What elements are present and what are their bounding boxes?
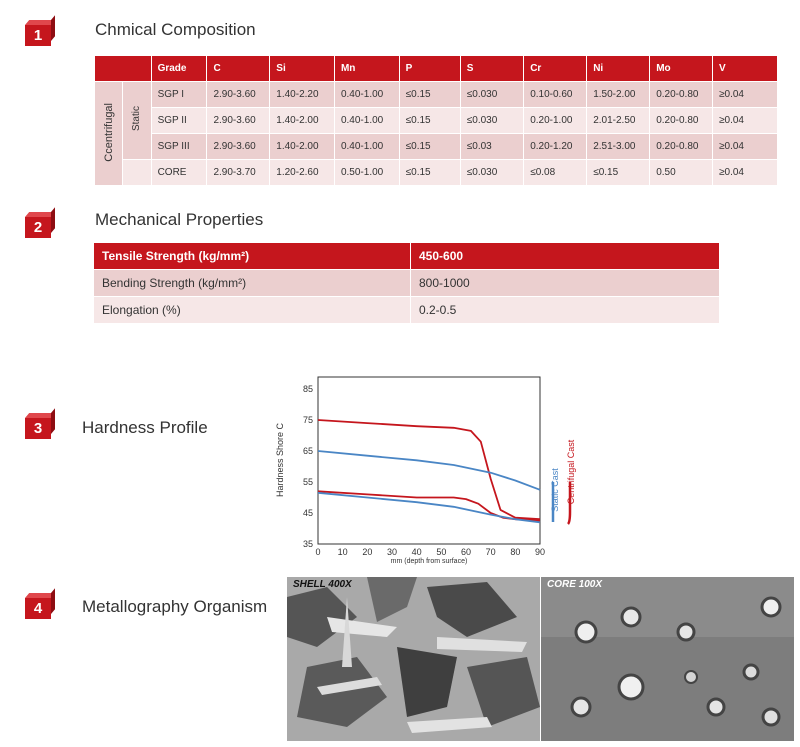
table-cell: 2.90-3.60 [207,108,270,134]
table-cell: ≤0.030 [460,160,523,186]
y-tick-label: 65 [302,446,313,456]
table-cell: SGP II [151,108,207,134]
x-tick-label: 60 [460,547,472,557]
table-cell: 2.90-3.60 [207,82,270,108]
section-2-number: 2 [25,217,51,238]
section-1-number: 1 [25,25,51,46]
table-cell: 1.50-2.00 [587,82,650,108]
table-cell: ≤0.030 [460,108,523,134]
chemical-composition-table [94,55,778,186]
sub-label: Static [131,106,143,132]
table-cell: ≥0.04 [713,82,778,108]
table-cell: 1.40-2.00 [270,108,335,134]
hardness-profile-title: Hardness Profile [82,418,208,437]
table-cell: ≤0.030 [460,82,523,108]
table-row [94,270,720,297]
legend-static-cast: Static Cast [550,468,560,512]
chem-header: S [460,56,523,82]
x-tick-label: 90 [534,547,546,557]
chem-header: V [713,56,778,82]
section-3-badge [25,413,55,439]
table-cell: 0.50-1.00 [334,160,399,186]
table-cell: 2.90-3.70 [207,160,270,186]
table-row [94,243,720,270]
chem-header: Mo [650,56,713,82]
section-2-badge [25,212,55,238]
table-cell: 2.51-3.00 [587,134,650,160]
table-row [95,160,778,186]
shell-micrograph [287,577,540,741]
chem-header: P [399,56,460,82]
core-label: CORE 100X [547,579,603,590]
chem-header: Cr [524,56,587,82]
x-tick-label: 20 [362,547,373,557]
group-label: Ccentrifugal [102,102,115,162]
table-cell: 0.2-0.5 [411,297,720,324]
table-row [95,108,778,134]
x-tick-label: 70 [485,547,496,557]
y-tick-label: 45 [302,508,313,518]
section-3-number: 3 [25,418,51,439]
y-axis-label: Hardness Shore C [275,422,285,498]
table-cell: 2.90-3.60 [207,134,270,160]
legend-centrifugal-cast: Centrifugal Cast [566,439,576,505]
table-cell: 0.40-1.00 [334,108,399,134]
x-axis-label: mm (depth from surface) [390,558,468,565]
section-4-number: 4 [25,598,51,619]
table-cell: 800-1000 [411,270,720,297]
table-cell: Tensile Strength (kg/mm²) [94,243,411,270]
table-cell: ≤0.15 [399,160,460,186]
chem-header: Grade [151,56,207,82]
x-tick-label: 0 [315,547,321,557]
table-cell: 1.40-2.00 [270,134,335,160]
table-cell: ≤0.15 [399,82,460,108]
table-cell: ≤0.03 [460,134,523,160]
chem-header: Mn [334,56,399,82]
y-tick-label: 85 [302,384,313,394]
core-texture [541,577,794,741]
table-row [94,297,720,324]
table-cell: 0.40-1.00 [334,134,399,160]
x-tick-label: 30 [386,547,398,557]
chem-header: Si [270,56,335,82]
table-cell: 450-600 [411,243,720,270]
table-cell: 1.20-2.60 [270,160,335,186]
section-1-badge [25,20,55,46]
chem-header: C [207,56,270,82]
table-cell: 0.20-0.80 [650,108,713,134]
table-row [95,82,778,108]
table-cell: SGP I [151,82,207,108]
group-label-cell [95,82,123,186]
table-cell: ≤0.15 [399,108,460,134]
chemical-composition-title: Chmical Composition [95,20,256,39]
table-cell: ≥0.04 [713,160,778,186]
hardness-chart [270,372,576,572]
table-row [95,134,778,160]
table-cell: 0.20-0.80 [650,82,713,108]
y-tick-label: 75 [302,415,313,425]
core-micrograph [541,577,794,741]
chem-header: Ni [587,56,650,82]
x-tick-label: 80 [510,547,521,557]
table-cell: 0.20-1.20 [524,134,587,160]
table-cell: 0.50 [650,160,713,186]
x-tick-label: 40 [411,547,422,557]
table-cell: ≤0.15 [399,134,460,160]
y-tick-label: 55 [302,477,313,487]
table-cell: ≤0.15 [587,160,650,186]
table-cell: ≤0.08 [524,160,587,186]
metallography-title: Metallography Organism [82,597,268,616]
table-cell: CORE [151,160,207,186]
mechanical-properties-title: Mechanical Properties [95,210,264,229]
table-cell: Elongation (%) [94,297,411,324]
table-cell: ≥0.04 [713,108,778,134]
mechanical-properties-table [93,242,720,324]
sub-label-cell [123,82,151,160]
table-cell: 2.01-2.50 [587,108,650,134]
table-cell: SGP III [151,134,207,160]
shell-texture [287,577,540,741]
x-tick-label: 50 [436,547,447,557]
shell-label: SHELL 400X [293,579,352,590]
table-cell: 0.20-1.00 [524,108,587,134]
table-cell: 1.40-2.20 [270,82,335,108]
table-cell: 0.10-0.60 [524,82,587,108]
y-tick-label: 35 [302,539,313,549]
table-cell: ≥0.04 [713,134,778,160]
table-cell: 0.20-0.80 [650,134,713,160]
section-4-badge [25,593,55,619]
x-tick-label: 10 [337,547,348,557]
table-cell: 0.40-1.00 [334,82,399,108]
table-cell: Bending Strength (kg/mm²) [94,270,411,297]
